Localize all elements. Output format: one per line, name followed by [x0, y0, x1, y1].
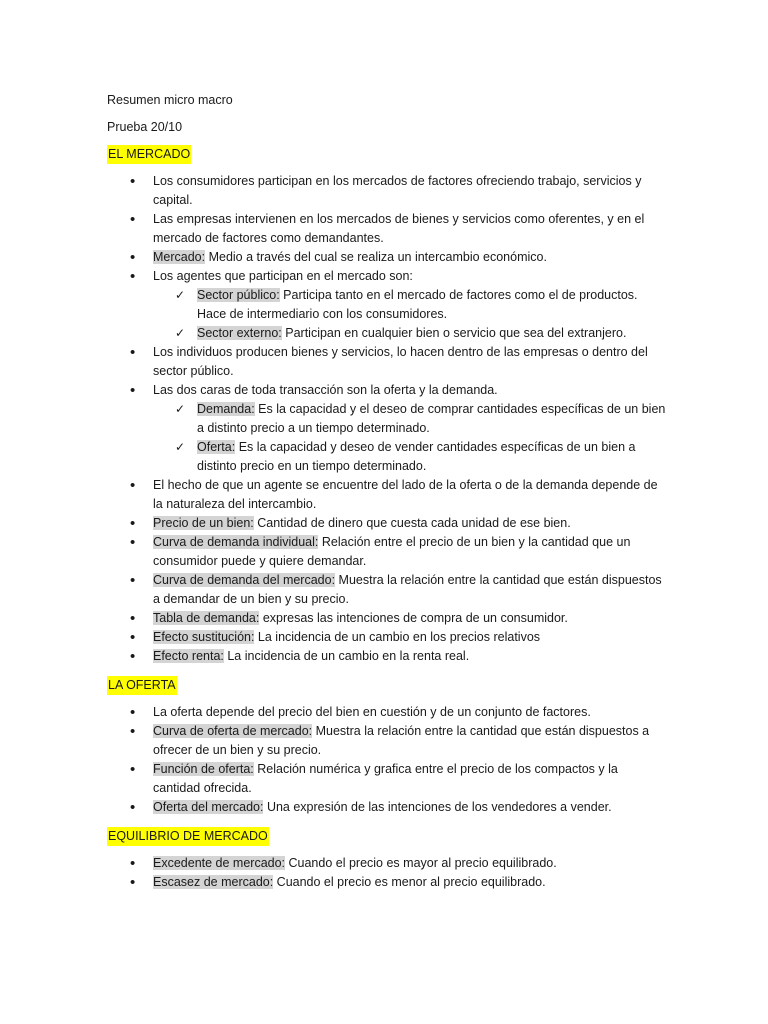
item-text: Relación entre el precio de un bien y la cantidad que un consumidor puede y quiere demandar. [153, 535, 631, 568]
item-text: Las empresas intervienen en los mercados de bienes y servicios como oferentes, y en el mercado de factores como demandantes. [153, 212, 645, 245]
item-text: expresas las intenciones de compra de un consumidor. [259, 611, 568, 625]
checkmark-item [153, 286, 667, 324]
term-label: Sector externo: [197, 326, 282, 340]
item-text: Cuando el precio es mayor al precio equilibrado. [285, 856, 557, 870]
term-label: Demanda: [197, 402, 255, 416]
item-text: La incidencia de un cambio en los precios relativos [254, 630, 541, 644]
item-text: Es la capacidad y deseo de vender cantidades específicas de un bien a distinto precio en un tiempo determinado. [197, 440, 636, 473]
list-item [107, 172, 667, 210]
list-item [107, 210, 667, 248]
item-text: Relación numérica y grafica entre el precio de los compactos y la cantidad ofrecida. [153, 762, 618, 795]
list-item [107, 722, 667, 760]
term-label: Mercado: [153, 250, 206, 264]
list-item [107, 760, 667, 798]
list-item [107, 571, 667, 609]
document-subtitle: Prueba 20/10 [107, 120, 183, 134]
list-item [107, 533, 667, 571]
item-text: Participa tanto en el mercado de factores como el de productos. Hace de intermediario con los consumidores. [197, 288, 638, 321]
bullet-list [107, 703, 667, 817]
term-label: Precio de un bien: [153, 516, 254, 530]
list-item [107, 381, 667, 476]
item-text: Las dos caras de toda transacción son la oferta y la demanda. [153, 383, 498, 397]
term-label: Tabla de demanda: [153, 611, 260, 625]
document-page [107, 91, 667, 902]
item-text: El hecho de que un agente se encuentre del lado de la oferta o de la demanda depende de la naturaleza del intercambio. [153, 478, 658, 511]
term-label: Sector público: [197, 288, 280, 302]
checkmark-list [153, 286, 667, 343]
item-text: Una expresión de las intenciones de los vendedores a vender. [263, 800, 612, 814]
item-text: Los agentes que participan en el mercado son: [153, 269, 413, 283]
term-label: Oferta del mercado: [153, 800, 264, 814]
checkmark-item [153, 324, 667, 343]
section-heading: EQUILIBRIO DE MERCADO [107, 827, 269, 846]
item-text: La incidencia de un cambio en la renta real. [223, 649, 470, 663]
list-item [107, 248, 667, 267]
document-title: Resumen micro macro [107, 93, 233, 107]
section-2 [107, 676, 667, 817]
bullet-list [107, 854, 667, 892]
item-text: Los consumidores participan en los mercados de factores ofreciendo trabajo, servicios y capital. [153, 174, 642, 207]
term-label: Escasez de mercado: [153, 875, 274, 889]
item-text: Es la capacidad y el deseo de comprar cantidades específicas de un bien a distinto precio a un tiempo determinado. [197, 402, 666, 435]
checkmark-item [153, 400, 667, 438]
term-label: Curva de oferta de mercado: [153, 724, 313, 738]
sections-container [107, 145, 667, 892]
section-3 [107, 827, 667, 892]
item-text: Los individuos producen bienes y servicios, lo hacen dentro de las empresas o dentro del sector público. [153, 345, 648, 378]
checkmark-item [153, 438, 667, 476]
list-item [107, 873, 667, 892]
item-text: Muestra la relación entre la cantidad que están dispuestos a ofrecer de un bien y su precio. [153, 724, 650, 757]
list-item [107, 343, 667, 381]
term-label: Oferta: [197, 440, 236, 454]
item-text: Medio a través del cual se realiza un intercambio económico. [205, 250, 547, 264]
list-item [107, 476, 667, 514]
item-text: Cuando el precio es menor al precio equilibrado. [273, 875, 546, 889]
term-label: Efecto renta: [153, 649, 224, 663]
term-label: Curva de demanda del mercado: [153, 573, 336, 587]
item-text: Participan en cualquier bien o servicio que sea del extranjero. [281, 326, 627, 340]
list-item [107, 609, 667, 628]
bullet-list [107, 172, 667, 666]
item-text: La oferta depende del precio del bien en cuestión y de un conjunto de factores. [153, 705, 591, 719]
list-item [107, 703, 667, 722]
section-heading: LA OFERTA [107, 676, 177, 695]
section-heading: EL MERCADO [107, 145, 191, 164]
list-item [107, 514, 667, 533]
list-item [107, 647, 667, 666]
list-item [107, 798, 667, 817]
term-label: Curva de demanda individual: [153, 535, 319, 549]
list-item [107, 854, 667, 873]
item-text: Cantidad de dinero que cuesta cada unidad de ese bien. [253, 516, 571, 530]
list-item [107, 628, 667, 647]
term-label: Efecto sustitución: [153, 630, 255, 644]
checkmark-list [153, 400, 667, 476]
term-label: Excedente de mercado: [153, 856, 286, 870]
list-item [107, 267, 667, 343]
section-1 [107, 145, 667, 666]
item-text: Muestra la relación entre la cantidad que están dispuestos a demandar de un bien y su precio. [153, 573, 662, 606]
term-label: Función de oferta: [153, 762, 254, 776]
